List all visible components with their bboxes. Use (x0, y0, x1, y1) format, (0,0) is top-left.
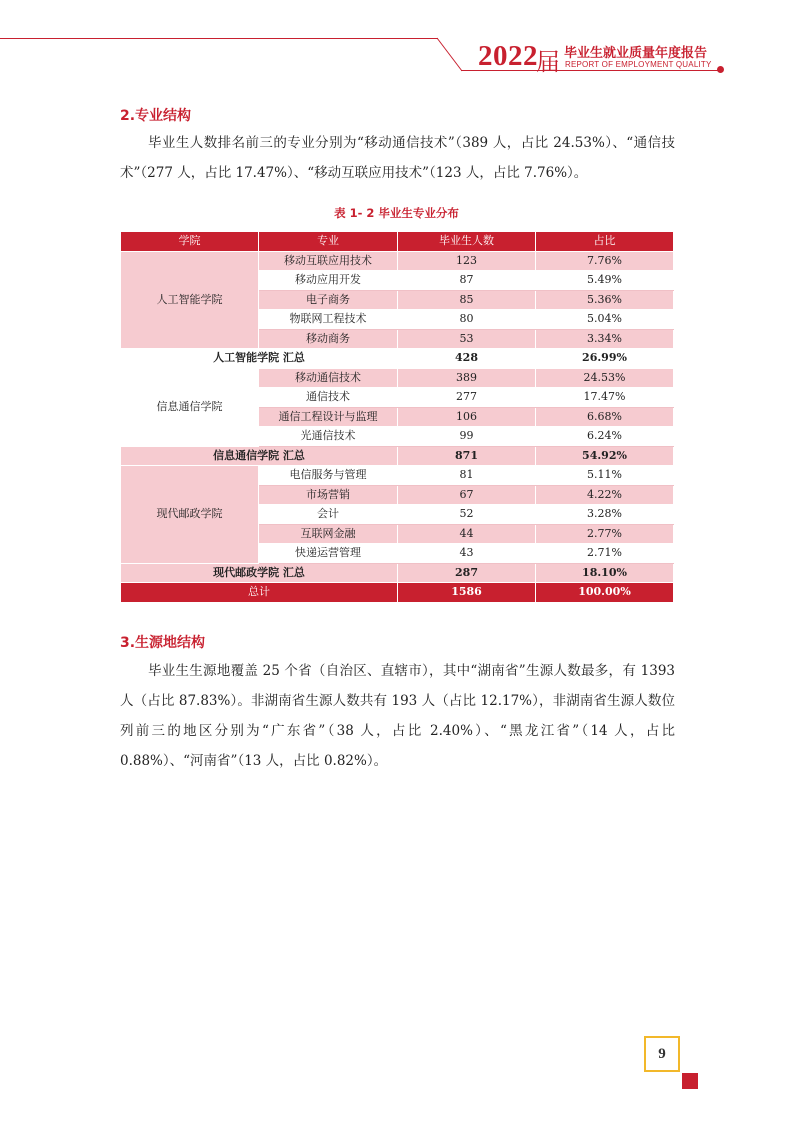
header-major: 专业 (259, 232, 398, 252)
major-cell: 电子商务 (259, 290, 398, 310)
section-3-title: 3.生源地结构 (120, 635, 206, 651)
section-2-paragraph (120, 128, 675, 188)
share-cell: 2.77% (536, 524, 674, 544)
share-cell: 5.04% (536, 310, 674, 330)
total-count: 1586 (398, 583, 536, 603)
share-cell: 4.22% (536, 485, 674, 505)
count-cell: 44 (398, 524, 536, 544)
college-cell: 信息通信学院 (121, 368, 259, 446)
count-cell: 106 (398, 407, 536, 427)
subtotal-row (121, 349, 674, 369)
count-cell: 87 (398, 271, 536, 291)
header-year: 2022 (478, 40, 538, 72)
count-cell: 99 (398, 427, 536, 447)
major-distribution-table (120, 231, 674, 603)
share-cell: 3.28% (536, 505, 674, 525)
page-number: 9 (644, 1036, 680, 1072)
table-header-row (121, 232, 674, 252)
subtotal-label: 人工智能学院 汇总 (121, 349, 398, 369)
section-2-title: 2.专业结构 (120, 108, 192, 124)
header-dot (717, 66, 724, 73)
subtotal-row (121, 446, 674, 466)
count-cell: 85 (398, 290, 536, 310)
section-2-text: 毕业生人数排名前三的专业分别为“移动通信技术”（389 人，占比 24.53%）、“通信技术”（277 人，占比 17.47%）、“移动互联应用技术”（123 人，占比 7.76%）。 (120, 135, 675, 181)
major-cell: 快递运营管理 (259, 544, 398, 564)
subtotal-count: 871 (398, 446, 536, 466)
table-row (121, 368, 674, 388)
header-title-cn: 毕业生就业质量年度报告 (564, 46, 708, 61)
count-cell: 52 (398, 505, 536, 525)
share-cell: 5.49% (536, 271, 674, 291)
share-cell: 5.36% (536, 290, 674, 310)
major-cell: 物联网工程技术 (259, 310, 398, 330)
major-cell: 通信工程设计与监理 (259, 407, 398, 427)
major-cell: 互联网金融 (259, 524, 398, 544)
count-cell: 53 (398, 329, 536, 349)
subtotal-count: 428 (398, 349, 536, 369)
share-cell: 5.11% (536, 466, 674, 486)
subtotal-row (121, 563, 674, 583)
header-share: 占比 (536, 232, 674, 252)
share-cell: 2.71% (536, 544, 674, 564)
count-cell: 389 (398, 368, 536, 388)
college-cell: 现代邮政学院 (121, 466, 259, 564)
major-cell: 光通信技术 (259, 427, 398, 447)
header-title-en: REPORT OF EMPLOYMENT QUALITY (565, 60, 712, 69)
major-cell: 移动互联应用技术 (259, 251, 398, 271)
college-cell: 人工智能学院 (121, 251, 259, 349)
header-rule-left (0, 38, 438, 39)
share-cell: 3.34% (536, 329, 674, 349)
page-corner-square (682, 1073, 698, 1089)
major-cell: 移动应用开发 (259, 271, 398, 291)
count-cell: 81 (398, 466, 536, 486)
share-cell: 17.47% (536, 388, 674, 408)
header-count: 毕业生人数 (398, 232, 536, 252)
count-cell: 80 (398, 310, 536, 330)
total-share: 100.00% (536, 583, 674, 603)
table-caption: 表 1- 2 毕业生专业分布 (334, 206, 459, 220)
section-3-paragraph (120, 656, 675, 776)
subtotal-share: 54.92% (536, 446, 674, 466)
subtotal-label: 现代邮政学院 汇总 (121, 563, 398, 583)
count-cell: 43 (398, 544, 536, 564)
share-cell: 6.24% (536, 427, 674, 447)
major-cell: 电信服务与管理 (259, 466, 398, 486)
table-row (121, 251, 674, 271)
major-cell: 移动通信技术 (259, 368, 398, 388)
share-cell: 7.76% (536, 251, 674, 271)
header-rule-slant (436, 37, 466, 73)
subtotal-share: 18.10% (536, 563, 674, 583)
major-cell: 会计 (259, 505, 398, 525)
count-cell: 67 (398, 485, 536, 505)
subtotal-label: 信息通信学院 汇总 (121, 446, 398, 466)
count-cell: 277 (398, 388, 536, 408)
share-cell: 24.53% (536, 368, 674, 388)
subtotal-count: 287 (398, 563, 536, 583)
table-row (121, 466, 674, 486)
major-cell: 通信技术 (259, 388, 398, 408)
major-cell: 移动商务 (259, 329, 398, 349)
header-jie: 届 (536, 48, 560, 76)
header-college: 学院 (121, 232, 259, 252)
share-cell: 6.68% (536, 407, 674, 427)
count-cell: 123 (398, 251, 536, 271)
subtotal-share: 26.99% (536, 349, 674, 369)
total-row (121, 583, 674, 603)
section-3-text: 毕业生生源地覆盖 25 个省（自治区、直辖市），其中“湖南省”生源人数最多，有 1393 人（占比 87.83%）。非湖南省生源人数共有 193 人（占比 12.17%），非湖南省生源人数位列前三的地区分别为“广东省”（38 人，占比 2.40%）、“黑龙江省”（14 人，占比 0.88%）、“河南省”（13 人，占比 0.82%）。 (120, 663, 675, 769)
major-cell: 市场营销 (259, 485, 398, 505)
total-label: 总计 (121, 583, 398, 603)
